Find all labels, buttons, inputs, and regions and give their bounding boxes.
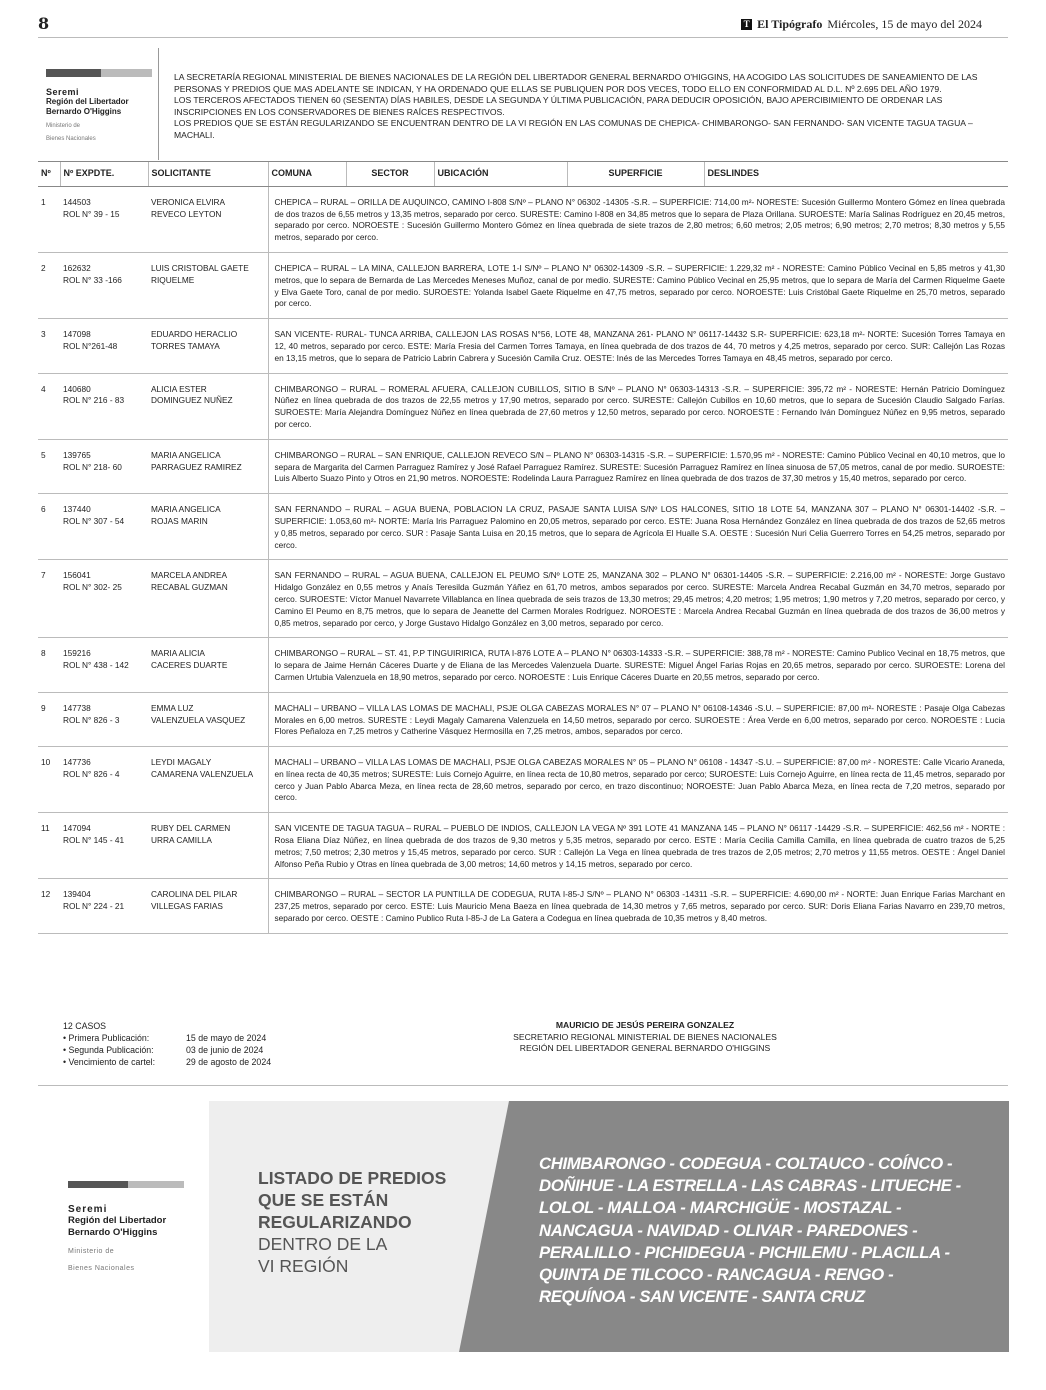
row-detail: MACHALI – URBANO – VILLA LAS LOMAS DE MACHALI, PSJE OLGA CABEZAS MORALES N° 05 – PLANO N° 06108 - 14347 -S.U. – SUPERFICIE: 87,00 m² - NORESTE: Calle Vicario Araneda, en línea recta de 40,35 metros; SURESTE: Luis Cornejo Aguirre, en línea recta de 10,80 metros, separado por cerco; SUROESTE: Luis Cornejo Aguirre, en línea recta de 11,45 metros, separado por cerco y Juan Pablo Abarca Meza, en línea recta de 28,60 metros, separado por cerco, en trazo discontinuo; NOROESTE: Juan Pablo Abarca Meza, en línea recta de 7,20 metros, separado por cerco. [268,747,1008,813]
row-expediente [60,560,148,638]
rol-number: ROL N° 39 - 15 [63,208,120,219]
rol-number: ROL N° 307 - 54 [63,515,125,526]
row-number: 5 [38,439,60,493]
row-number: 11 [38,813,60,879]
row-detail: SAN VICENTE- RURAL- TUNCA ARRIBA, CALLEJON LAS ROSAS N°56, LOTE 48, MANZANA 261- PLANO N° 06117-14432 S.R- SUPERFICIE: 623,18 m²- NORTE: Sucesión Torres Tamaya en 12, 40 metros, separado por cerco. ESTE: María Fresia del Carmen Torres Tamaya, en línea quebrada de dos trazos de 44, 70 metros y 4,25 metros, separado por cerco. SUR: Callejón Las Rozas en 13,15 metros, que lo separa de Patricio Labrin Cabrera y Sucesión Camila Cruz. OESTE: Inés de las Mercedes Torres Tamaya en 48,45 metros, separado por cerco. [268,319,1008,373]
expiry-label: • Vencimiento de cartel: [63,1057,156,1067]
table-row [38,879,1008,933]
seremi-region-line2: Bernardo O'Higgins [46,107,122,116]
issue-date: Miércoles, 15 de mayo del 2024 [827,17,982,31]
signature-block [480,1020,810,1055]
region-banner [209,1101,1009,1352]
row-detail: CHEPICA – RURAL – ORILLA DE AUQUINCO, CAMINO I-808 S/Nº – PLANO N° 06302 -14305 -S.R. – SUPERFICIE: 714,00 m²- NORESTE: Sucesión Guillermo Montero Gómez en línea quebrada de dos trazos de 6,55 metros y 13,35 metros, separado por cerco. SURESTE: Camino I-808 en 34,85 metros que lo separa de Plaza Orillana. SUROESTE: María Salinas Rodríguez en 20,45 metros, separado por cerco. NOROESTE : Sucesión Guillermo Montero Gómez en línea quebrada de siete trazos de 2,80 metros; 6,60 metros; 2,05 metros; 6,90 metros; 2,70 metros; 8,30 metros y 5,55 metros, separado por cerco. [268,186,1008,252]
row-number: 8 [38,638,60,692]
expediente-number: 156041 [63,570,91,581]
seremi-region-line2: Bernardo O'Higgins [68,1227,158,1238]
row-solicitante [148,692,268,746]
header-expdte: Nº EXPDTE. [60,162,148,187]
table-row [38,560,1008,638]
seremi-title: Seremi [68,1204,108,1215]
row-expediente [60,879,148,933]
newspaper-name: El Tipógrafo [757,17,823,31]
row-solicitante [148,252,268,318]
seremi-bars-icon [46,69,152,77]
seremi-ministry-line1: Ministerio de [46,123,81,129]
solicitante-line2: VILLEGAS FARIAS [151,901,223,912]
row-detail: SAN FERNANDO – RURAL – AGUA BUENA, CALLEJON EL PEUMO S/Nº LOTE 25, MANZANA 302 – PLANO N° 06301-14405 -S.R. – SUPERFICIE: 2.216,00 m² - NORESTE: Jorge Gustavo Hidalgo González en 0,55 metros y Anaís Teresilda Guzmán Yáñez en 61,70 metros, ambos separados por cerco. SURESTE: Marcela Andrea Recabal Guzmán en 34,70 metros, separado por cerco. SUROESTE: Víctor Manuel Navarrete Villablanca en línea quebrada de seis trazos de 13,30 metros; 29,45 metros; 4,20 metros; 1,95 metros; 1,90 metros y 7,20 metros, separado por cerco, y Camino El Peumo en 8,75 metros, que lo separa de Jeanette del Carmen Morales Rodríguez. NOROESTE : Marcela Andrea Recabal Guzmán en línea quebrada de dos trazos de 36,00 metros y 0,85 metros, separado por cerco, y Jorge Gustavo Hidalgo González en 3,00 metros, separado por cerco. [268,560,1008,638]
banner-line-4: DENTRO DE LA [258,1234,388,1254]
row-expediente [60,638,148,692]
seremi-region-line1: Región del Libertador [68,1215,167,1226]
table-header-row [38,162,1008,187]
solicitante-line1: EMMA LUZ [151,702,194,713]
expiry-value: 29 de agosto de 2024 [186,1057,272,1067]
solicitante-line2: ROJAS MARIN [151,515,208,526]
properties-table [38,161,1008,934]
cases-count: 12 CASOS [63,1021,107,1031]
header-sector: SECTOR [346,162,434,187]
solicitante-line2: RECABAL GUZMAN [151,582,228,593]
row-detail: MACHALI – URBANO – VILLA LAS LOMAS DE MACHALI, PSJE OLGA CABEZAS MORALES N° 07 – PLANO N° 06108-14346 -S.U. – SUPERFICIE: 87,00 m²- NORESTE : Pasaje Olga Cabezas Morales en 6,00 metros. SURESTE : Leydi Magaly Camarena Valenzuela en 14,50 metros, separado por cerco. SUROESTE : Área Verde en 6,00 metros, separado por cerco. NOROESTE : Lucia Flores Peñaloza en 7,25 metros y Catherine Vásquez Hermosilla en 7,25 metros, ambos, separados por cerco. [268,692,1008,746]
table-body [38,186,1008,933]
expediente-number: 139404 [63,889,91,900]
expediente-number: 159216 [63,648,91,659]
row-number: 7 [38,560,60,638]
page-number: 8 [38,14,50,33]
table-row [38,252,1008,318]
rol-number: ROL N° 216 - 83 [63,395,125,406]
expediente-number: 144503 [63,196,91,207]
row-number: 2 [38,252,60,318]
solicitante-line2: RIQUELME [151,274,195,285]
rol-number: ROL N° 438 - 142 [63,660,129,671]
solicitante-line2: CAMARENA VALENZUELA [151,768,254,779]
intro-paragraph-3: LOS PREDIOS QUE SE ESTÁN REGULARIZANDO SE ENCUENTRAN DENTRO DE LA VI REGIÓN EN LAS COMUNAS DE CHEPICA- CHIMBARONGO- SAN FERNANDO- SAN VICENTE TAGUA TAGUA – MACHALI. [174,118,973,140]
first-publication [63,1032,271,1044]
solicitante-line2: URRA CAMILLA [151,835,212,846]
footer-divider [38,1085,1008,1086]
expediente-number: 139765 [63,449,91,460]
publication-info [63,1020,271,1068]
row-expediente [60,813,148,879]
row-detail: CHIMBARONGO – RURAL – SECTOR LA PUNTILLA DE CODEGUA, RUTA I-85-J S/Nº – PLANO N° 06303 -14311 -S.R. – SUPERFICIE: 4.690,00 m² - NORTE: Juan Enrique Farias Marchant en 237,25 metros, separado por cerco. ESTE: Luis Mauricio Mena Baeza en línea quebrada de 14,30 metros y 7,65 metros, separado por cerco. SUR: Doris Eliana Farias Navarro en 239,70 metros, separado por cerco. OESTE : Camino Publico Ruta I-85-J de La Gatera a Codegua en línea quebrada de 10,35 metros y 8,40 metros. [268,879,1008,933]
intro-paragraph-1: LA SECRETARÍA REGIONAL MINISTERIAL DE BIENES NACIONALES DE LA REGIÓN DEL LIBERTADOR GENERAL BERNARDO O'HIGGINS, HA ACOGIDO LAS SOLICITUDES DE SANEAMIENTO DE LAS PERSONAS Y PREDIOS QUE MAS ADELANTE SE INDICAN, Y HA ORDENADO QUE ELLAS SE PUBLIQUEN POR DOS VECES, TODO ELLO EN CONFORMIDAD AL D.L. Nº 2.695 DEL AÑO 1979. [174,72,978,94]
expiry-date [63,1056,271,1068]
rol-number: ROL N° 826 - 4 [63,768,120,779]
row-detail: CHIMBARONGO – RURAL – SAN ENRIQUE, CALLEJON REVECO S/N – PLANO N° 06303-14315 -S.R. – SUPERFICIE: 1.570,95 m² - NORESTE: Camino Público Vecinal en 40,10 metros, que lo separa de Margarita del Carmen Parraguez Ramírez y José Rafael Parraguez Ramírez. SURESTE: Sucesión Parraguez Ramírez en línea sinuosa de 57,05 metros, canal de por medio. SUROESTE: Luis Alberto Suazo Pinto y Otros en 21,90 metros. NOROESTE: Rodelinda Laura Parraguez Ramírez en línea quebrada de dos trazos de 37,30 metros y 15,40 metros, separado por cerco. [268,439,1008,493]
row-solicitante [148,560,268,638]
solicitante-line1: MARIA ANGELICA [151,449,221,460]
row-solicitante [148,186,268,252]
first-publication-date: 15 de mayo de 2024 [186,1033,267,1043]
row-expediente [60,494,148,560]
solicitante-line1: MARIA ALICIA [151,648,205,659]
rol-number: ROL N° 302- 25 [63,582,122,593]
row-number: 3 [38,319,60,373]
table-row [38,747,1008,813]
seremi-ministry-line2: Bienes Nacionales [68,1265,135,1272]
row-expediente [60,186,148,252]
rol-number: ROL N° 145 - 41 [63,835,125,846]
table-row [38,319,1008,373]
row-number: 12 [38,879,60,933]
newspaper-logo-icon: T [741,19,752,30]
table-row [38,373,1008,439]
table-row [38,813,1008,879]
row-number: 10 [38,747,60,813]
second-publication [63,1044,271,1056]
seremi-region-line1: Región del Libertador [46,97,129,106]
signer-region: REGIÓN DEL LIBERTADOR GENERAL BERNARDO O'HIGGINS [519,1043,771,1053]
banner-heading [258,1167,446,1277]
row-solicitante [148,813,268,879]
seremi-bars-icon [68,1181,184,1188]
row-solicitante [148,439,268,493]
rol-number: ROL N° 826 - 3 [63,714,120,725]
row-expediente [60,319,148,373]
row-expediente [60,252,148,318]
row-detail: SAN VICENTE DE TAGUA TAGUA – RURAL – PUEBLO DE INDIOS, CALLEJON LA VEGA Nº 391 LOTE 41 MANZANA 145 – PLANO N° 06117 -14429 -S.R. – SUPERFICIE: 462,56 m² - NORTE : Rosa Eliana Díaz Núñez, en línea quebrada de dos trazos de 9,30 metros y 5,35 metros, separado por cerco. ESTE : María Cecilia Camilla Camilla, en línea quebrada de cuatro trazos de 5,25 metros; 7,50 metros; 2,30 metros y 15,45 metros, separado por cerco. SUR : Callejón La Vega en línea quebrada de tres trazos de 2,05 metros; 2,70 metros y 11,55 metros. OESTE : Ángel Daniel Alfonso Peña Rubio y Otras en línea quebrada de 3,00 metros; 14,60 metros y 14,15 metros, separado por cerco. [268,813,1008,879]
row-number: 9 [38,692,60,746]
table-row [38,186,1008,252]
row-solicitante [148,494,268,560]
solicitante-line1: ALICIA ESTER [151,383,207,394]
row-expediente [60,747,148,813]
solicitante-line1: EDUARDO HERACLIO [151,329,238,340]
solicitante-line1: CAROLINA DEL PILAR [151,889,238,900]
second-publication-date: 03 de junio de 2024 [186,1045,264,1055]
solicitante-line1: RUBY DEL CARMEN [151,823,231,834]
table-row [38,439,1008,493]
logo-separator [158,48,159,160]
communes-list: CHIMBARONGO - CODEGUA - COLTAUCO - COÍNCO - DOÑIHUE - LA ESTRELLA - LAS CABRAS - LITUECHE - LOLOL - MALLOA - MARCHIGÜE - MOSTAZAL - NANCAGUA - NAVIDAD - OLIVAR - PAREDONES - PERALILLO - PICHIDEGUA - PICHILEMU - PLACILLA - QUINTA DE TILCOCO - RANCAGUA - RENGO - REQUÍNOA - SAN VICENTE - SANTA CRUZ [539,1154,961,1307]
row-solicitante [148,373,268,439]
row-solicitante [148,638,268,692]
row-detail: CHIMBARONGO – RURAL – ST. 41, P.P TINGUIRIRICA, RUTA I-876 LOTE A – PLANO N° 06303-14333 -S.R. – SUPERFICIE: 388,78 m² - NORESTE: Camino Publico Vecinal en 18,75 metros, que lo separa de Jaime Hernán Cáceres Duarte y de Eliana de las Mercedes Valenzuela Duarte. SURESTE: Miguel Ángel Farias Rojas en 20,65 metros, separado por cerco. SUROESTE: Lorena del Carmen Urtubia Valenzuela en 18,90 metros, separado por cerco. NOROESTE : Luis Enrique Cáceres Duarte en 20,55 metros, separado por cerco. [268,638,1008,692]
solicitante-line1: LUIS CRISTOBAL GAETE [151,262,249,273]
signer-title: SECRETARIO REGIONAL MINISTERIAL DE BIENES NACIONALES [513,1031,777,1042]
solicitante-line2: TORRES TAMAYA [151,340,220,351]
header-superficie: SUPERFICIE [567,162,704,187]
row-number: 6 [38,494,60,560]
rol-number: ROL N° 218- 60 [63,461,122,472]
row-expediente [60,692,148,746]
second-publication-label: • Segunda Publicación: [63,1045,154,1055]
row-expediente [60,373,148,439]
intro-paragraph-2: LOS TERCEROS AFECTADOS TIENEN 60 (SESENTA) DÍAS HABILES, DESDE LA SEGUNDA Y ÚLTIMA PUBLICACIÓN, PARA DEDUCIR OPOSICIÓN, BAJO APERCIBIMIENTO DE ORDENAR LAS INSCRIPCIONES EN LOS CONSERVADORES DE BIENES RAÍCES RESPECTIVOS. [174,95,943,117]
seremi-logo-top [46,69,152,143]
expediente-number: 162632 [63,262,91,273]
header-comuna: COMUNA [268,162,346,187]
expediente-number: 140680 [63,383,91,394]
seremi-ministry-line1: Ministerio de [68,1248,115,1255]
banner-line-2: QUE SE ESTÁN [258,1190,389,1210]
solicitante-line1: LEYDI MAGALY [151,757,212,768]
solicitante-line2: CACERES DUARTE [151,660,228,671]
solicitante-line2: DOMINGUEZ NUÑEZ [151,395,233,406]
expediente-number: 137440 [63,504,91,515]
seremi-ministry-line2: Bienes Nacionales [46,136,96,142]
banner-line-5: VI REGIÓN [258,1256,349,1276]
row-number: 4 [38,373,60,439]
expediente-number: 147736 [63,757,91,768]
header-divider [38,37,1008,38]
solicitante-line1: MARIA ANGELICA [151,504,221,515]
expediente-number: 147094 [63,823,91,834]
solicitante-line2: PARRAGUEZ RAMIREZ [151,461,242,472]
banner-line-1: LISTADO DE PREDIOS [258,1168,447,1188]
row-expediente [60,439,148,493]
intro-notice [174,72,986,142]
masthead [741,17,982,32]
rol-number: ROL N° 224 - 21 [63,901,125,912]
row-detail: SAN FERNANDO – RURAL – AGUA BUENA, POBLACION LA CRUZ, PASAJE SANTA LUISA S/Nº LOS HALCONES, SITIO 18 LOTE 54, MANZANA 307 – PLANO N° 06301-14402 -S.R. – SUPERFICIE: 1.053,60 m²- NORTE: María Iris Parraguez Palomino en 20,05 metros, separado por cerco. ESTE: Juana Rosa Hernández González en línea quebrada de dos trazos de 52,65 metros y 0,85 metros, separado por cerco. SUR : Pasaje Santa Luisa en 20,15 metros, que lo separa de Agrícola El Hualle S.A. OESTE : Sucesión Nuri Celia Guerrero Torres en 54,25 metros, separado por cerco. [268,494,1008,560]
row-solicitante [148,747,268,813]
expediente-number: 147098 [63,329,91,340]
row-detail: CHEPICA – RURAL – LA MINA, CALLEJON BARRERA, LOTE 1-I S/Nº – PLANO N° 06302-14309 -S.R. – SUPERFICIE: 1.229,32 m² - NORESTE: Camino Público Vecinal en 5,85 metros y 41,30 metros, que lo separa de Bernarda de Las Mercedes Meneses Muñoz, canal de por medio. SURESTE: Camino Público Vecinal en 25,95 metros, que lo separa de María del Carmen Riquelme Gaete y Elva Gaete Toro, canal de por medio. SUROESTE: Yolanda Isabel Gaete Riquelme en 47,75 metros, separado por cerco. NOROESTE: Luis Cristóbal Gaete Riquelme en 25,70 metros, separado por cerco. [268,252,1008,318]
header-deslindes: DESLINDES [704,162,1008,187]
solicitante-line2: VALENZUELA VASQUEZ [151,714,246,725]
rol-number: ROL N° 33 -166 [63,274,122,285]
seremi-title: Seremi [46,87,80,97]
table-row [38,638,1008,692]
signer-name: MAURICIO DE JESÚS PEREIRA GONZALEZ [555,1020,735,1030]
row-solicitante [148,319,268,373]
row-solicitante [148,879,268,933]
row-detail: CHIMBARONGO – RURAL – ROMERAL AFUERA, CALLEJON CUBILLOS, SITIO B S/Nº – PLANO N° 06303-14313 -S.R. – SUPERFICIE: 395,72 m² - NORESTE: Hernán Patricio Domínguez Núñez en línea quebrada de dos trazos de 22,55 metros y 17,90 metros, separado por cerco. SURESTE: Callejón Cubillos en 10,60 metros, que lo separa de Sucesión Claudio Salgado Farías. SUROESTE: María Alejandra Domínguez Núñez en línea quebrada de 27,60 metros y 12,50 metros, separado por cerco. NOROESTE : Fernando Iván Domínguez Núñez en 9,95 metros, separado por cerco. [268,373,1008,439]
header-n: Nº [38,162,60,187]
row-number: 1 [38,186,60,252]
first-publication-label: • Primera Publicación: [63,1033,150,1043]
header-ubicacion: UBICACIÓN [434,162,567,187]
solicitante-line1: VERONICA ELVIRA [151,196,226,207]
banner-line-3: REGULARIZANDO [258,1212,412,1232]
seremi-logo-bottom [68,1181,184,1273]
table-row [38,692,1008,746]
table-row [38,494,1008,560]
solicitante-line2: REVECO LEYTON [151,208,222,219]
header-solicitante: SOLICITANTE [148,162,268,187]
expediente-number: 147738 [63,702,91,713]
solicitante-line1: MARCELA ANDREA [151,570,228,581]
rol-number: ROL N°261-48 [63,340,118,351]
